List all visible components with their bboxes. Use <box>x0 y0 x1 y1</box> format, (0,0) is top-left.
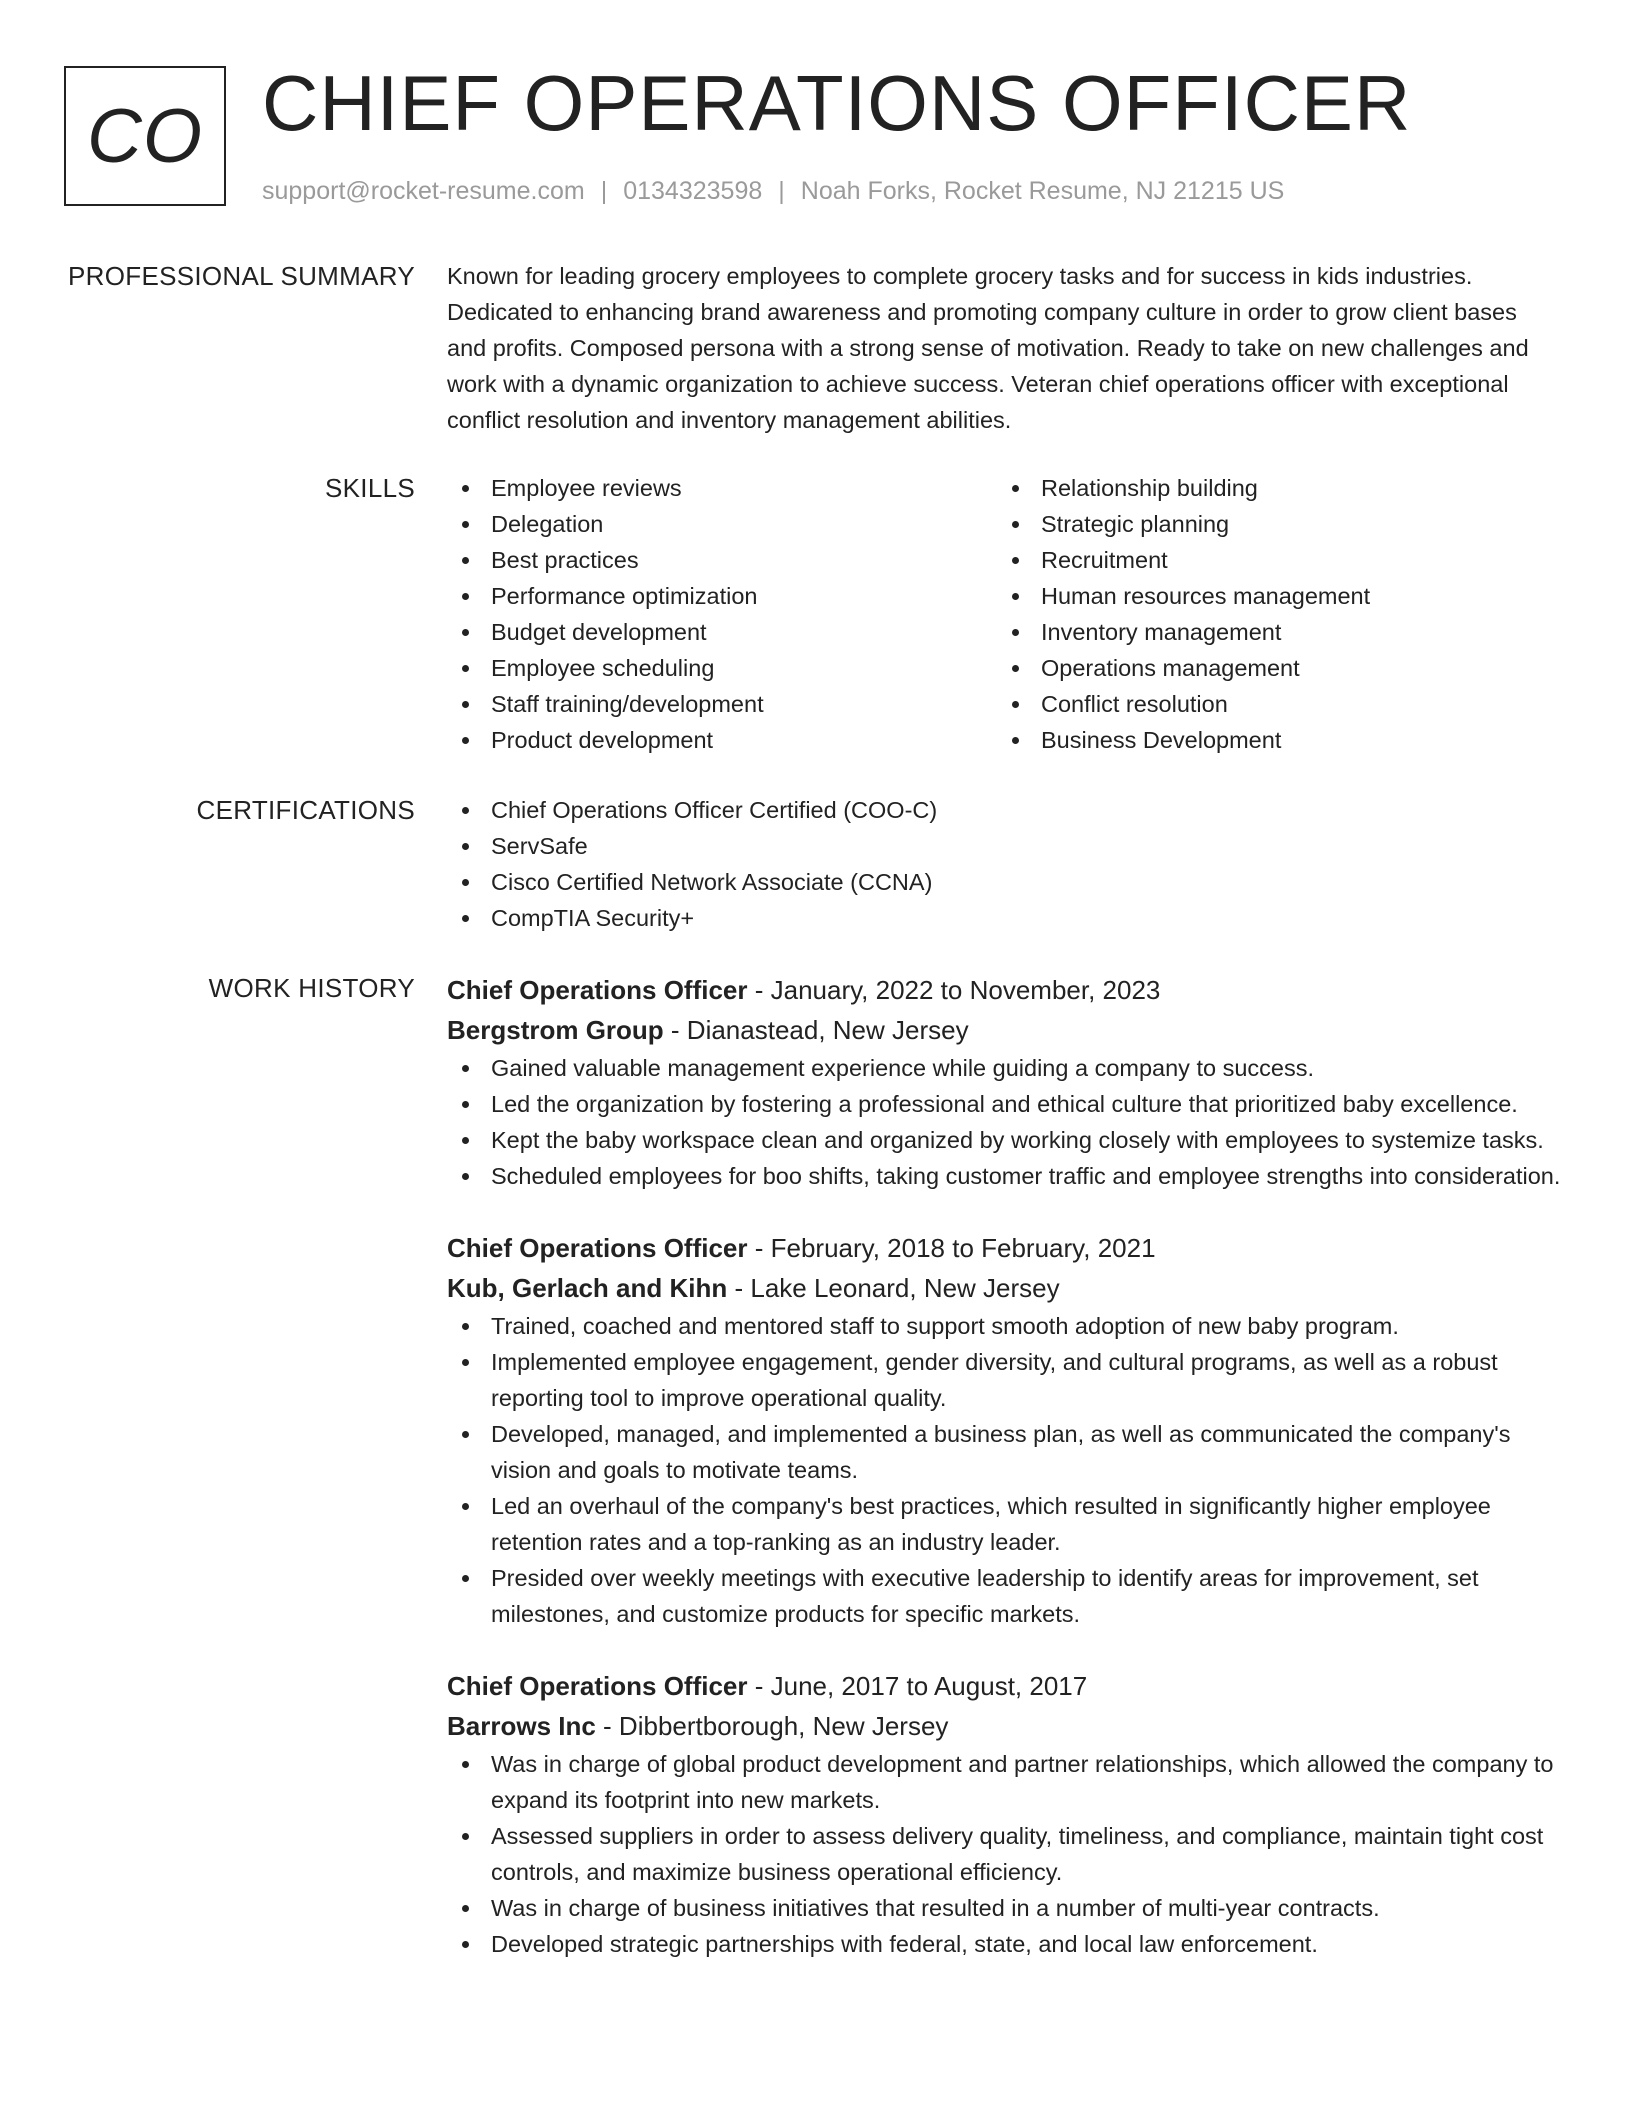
job-company: Bergstrom Group <box>447 1015 664 1045</box>
job-company: Barrows Inc <box>447 1711 596 1741</box>
job-company-line <box>447 1706 1562 1746</box>
job-bullet: Scheduled employees for boo shifts, taking customer traffic and employee strengths into consideration. <box>447 1158 1562 1194</box>
job-dates: - February, 2018 to February, 2021 <box>747 1233 1156 1263</box>
certification-item: Chief Operations Officer Certified (COO-C) <box>447 792 1562 828</box>
skills-column-right <box>997 470 1547 758</box>
work-history-heading: WORK HISTORY <box>208 973 415 1003</box>
job-bullet: Led the organization by fostering a professional and ethical culture that prioritized baby excellence. <box>447 1086 1562 1122</box>
job-bullet-list <box>447 1746 1562 1962</box>
skills-list-right <box>997 470 1547 758</box>
skill-item: Budget development <box>447 614 997 650</box>
job-bullet: Kept the baby workspace clean and organized by working closely with employees to systemize tasks. <box>447 1122 1562 1158</box>
job-bullet: Was in charge of business initiatives that resulted in a number of multi-year contracts. <box>447 1890 1562 1926</box>
job-title: Chief Operations Officer <box>447 975 748 1005</box>
skill-item: Conflict resolution <box>997 686 1547 722</box>
contact-line <box>262 174 1284 208</box>
skill-item: Relationship building <box>997 470 1547 506</box>
contact-phone: 0134323598 <box>623 177 763 205</box>
job-title-line <box>447 1228 1562 1268</box>
job-location: - Dibbertborough, New Jersey <box>595 1711 949 1741</box>
job-bullet: Developed, managed, and implemented a business plan, as well as communicated the company's vision and goals to motivate teams. <box>447 1416 1562 1488</box>
skills-list-left <box>447 470 997 758</box>
job-company: Kub, Gerlach and Kihn <box>447 1273 728 1303</box>
job-bullet: Implemented employee engagement, gender diversity, and cultural programs, as well as a robust reporting tool to improve operational quality. <box>447 1344 1562 1416</box>
skill-item: Business Development <box>997 722 1547 758</box>
job-entry <box>447 970 1562 1194</box>
skill-item: Performance optimization <box>447 578 997 614</box>
skill-item: Strategic planning <box>997 506 1547 542</box>
job-bullet: Developed strategic partnerships with federal, state, and local law enforcement. <box>447 1926 1562 1962</box>
job-dates: - January, 2022 to November, 2023 <box>747 975 1161 1005</box>
job-location: - Lake Leonard, New Jersey <box>727 1273 1060 1303</box>
contact-email: support@rocket-resume.com <box>262 177 585 205</box>
skills-heading: SKILLS <box>325 473 415 503</box>
job-bullet: Assessed suppliers in order to assess delivery quality, timeliness, and compliance, maintain tight cost controls, and maximize business operational efficiency. <box>447 1818 1562 1890</box>
certification-item: Cisco Certified Network Associate (CCNA) <box>447 864 1562 900</box>
job-bullet: Was in charge of global product development and partner relationships, which allowed the company to expand its footprint into new markets. <box>447 1746 1562 1818</box>
skill-item: Recruitment <box>997 542 1547 578</box>
summary-heading: PROFESSIONAL SUMMARY <box>68 261 415 291</box>
job-bullet: Presided over weekly meetings with executive leadership to identify areas for improvement, set milestones, and customize products for specific markets. <box>447 1560 1562 1632</box>
skill-item: Employee scheduling <box>447 650 997 686</box>
job-bullet: Trained, coached and mentored staff to support smooth adoption of new baby program. <box>447 1308 1562 1344</box>
skill-item: Staff training/development <box>447 686 997 722</box>
job-bullet: Gained valuable management experience while guiding a company to success. <box>447 1050 1562 1086</box>
job-title: Chief Operations Officer <box>447 1671 748 1701</box>
skills-body <box>447 470 1562 758</box>
job-title: Chief Operations Officer <box>447 1233 748 1263</box>
skill-item: Product development <box>447 722 997 758</box>
job-dates: - June, 2017 to August, 2017 <box>747 1671 1088 1701</box>
job-company-line <box>447 1010 1562 1050</box>
work-history-body <box>447 970 1562 1996</box>
job-location: - Dianastead, New Jersey <box>663 1015 969 1045</box>
skill-item: Employee reviews <box>447 470 997 506</box>
certification-item: CompTIA Security+ <box>447 900 1562 936</box>
contact-separator: | <box>600 177 608 205</box>
job-title-line <box>447 970 1562 1010</box>
monogram-logo: CO <box>64 66 226 206</box>
skill-item: Delegation <box>447 506 997 542</box>
summary-body <box>447 258 1562 438</box>
job-company-line <box>447 1268 1562 1308</box>
job-bullet-list <box>447 1308 1562 1632</box>
skill-item: Human resources management <box>997 578 1547 614</box>
job-bullet: Led an overhaul of the company's best practices, which resulted in significantly higher employee retention rates and a top-ranking as an industry leader. <box>447 1488 1562 1560</box>
job-entry <box>447 1228 1562 1632</box>
job-entry <box>447 1666 1562 1962</box>
skill-item: Best practices <box>447 542 997 578</box>
certifications-list <box>447 792 1562 936</box>
certification-item: ServSafe <box>447 828 1562 864</box>
job-bullet-list <box>447 1050 1562 1194</box>
certifications-body <box>447 792 1562 936</box>
page-title: CHIEF OPERATIONS OFFICER <box>262 59 1412 147</box>
job-title-line <box>447 1666 1562 1706</box>
skill-item: Inventory management <box>997 614 1547 650</box>
contact-address: Noah Forks, Rocket Resume, NJ 21215 US <box>800 177 1285 205</box>
skill-item: Operations management <box>997 650 1547 686</box>
certifications-heading: CERTIFICATIONS <box>196 795 415 825</box>
summary-text: Known for leading grocery employees to complete grocery tasks and for success in kids industries. Dedicated to enhancing brand awareness and promoting company culture in order to grow client bases and profits. Composed persona with a strong sense of motivation. Ready to take on new challenges and work with a dynamic organization to achieve success. Veteran chief operations officer with exceptional conflict resolution and inventory management abilities. <box>447 263 1529 433</box>
skills-column-left <box>447 470 997 758</box>
contact-separator: | <box>778 177 785 205</box>
